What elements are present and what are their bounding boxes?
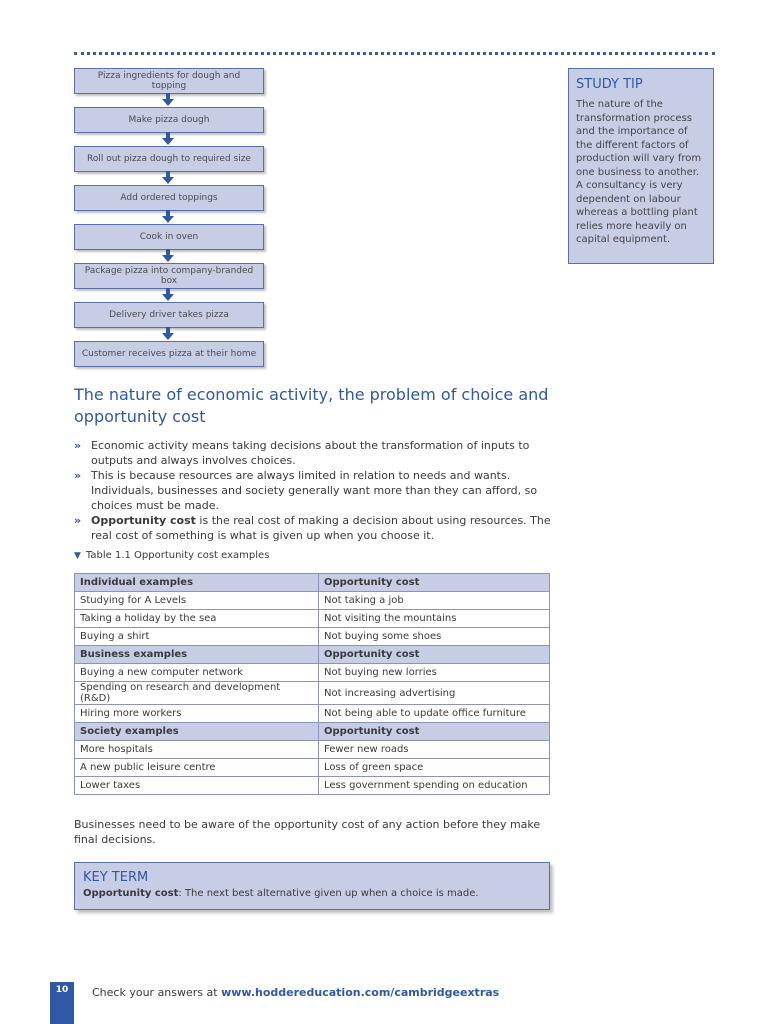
- flow-step-label: Add ordered toppings: [120, 193, 218, 203]
- bullet-text: This is because resources are always limited in relation to needs and wants. Individuals, businesses and society generally want more than they can afford, so choices must be made.: [91, 469, 538, 512]
- page-number: 10: [50, 982, 74, 1024]
- pizza-flowchart: [74, 68, 264, 367]
- bullet-item: [74, 468, 554, 513]
- key-term-title: KEY TERM: [83, 870, 149, 885]
- flow-step: [74, 263, 264, 289]
- arrow-down-icon: [163, 288, 173, 302]
- arrow-down-icon: [163, 93, 173, 107]
- table-row: [75, 741, 550, 759]
- table-cell: Not being able to update office furniture: [319, 705, 550, 723]
- flow-step: [74, 107, 264, 133]
- table-cell: Studying for A Levels: [75, 592, 319, 610]
- key-term-box: [74, 862, 550, 910]
- table-caption-text: Table 1.1 Opportunity cost examples: [85, 550, 270, 561]
- flow-step-label: Roll out pizza dough to required size: [87, 154, 251, 164]
- dotted-divider: [74, 52, 715, 55]
- table-header-row: [75, 574, 550, 592]
- arrow-down-icon: [163, 327, 173, 341]
- flow-step: [74, 146, 264, 172]
- bullet-mark: »: [74, 514, 82, 527]
- table-header-cell: Opportunity cost: [319, 646, 550, 664]
- footer-link[interactable]: www.hoddereducation.com/cambridgeextras: [221, 986, 500, 999]
- flow-step-label: Pizza ingredients for dough and topping: [97, 71, 241, 91]
- table-cell: Less government spending on education: [319, 777, 550, 795]
- table-cell: Spending on research and development (R&D): [75, 682, 319, 705]
- bullet-list: [74, 438, 554, 543]
- flow-step-label: Package pizza into company-branded box: [84, 266, 254, 286]
- arrow-down-icon: [163, 249, 173, 263]
- table-header-cell: Opportunity cost: [319, 574, 550, 592]
- table-cell: Buying a new computer network: [75, 664, 319, 682]
- table-row: [75, 705, 550, 723]
- key-term-text: : The next best alternative given up when a choice is made.: [178, 888, 479, 899]
- table-cell: Loss of green space: [319, 759, 550, 777]
- flow-step-label: Make pizza dough: [128, 115, 210, 125]
- footer-prefix: Check your answers at: [92, 986, 222, 999]
- flow-step: [74, 341, 264, 367]
- key-term-word: Opportunity cost: [83, 888, 179, 899]
- table-cell: A new public leisure centre: [75, 759, 319, 777]
- triangle-down-icon: ▼: [74, 551, 81, 561]
- bullet-bold-term: Opportunity cost: [91, 514, 196, 527]
- table-cell: More hospitals: [75, 741, 319, 759]
- table-cell: Not taking a job: [319, 592, 550, 610]
- table-cell: Not visiting the mountains: [319, 610, 550, 628]
- table-header-cell: Individual examples: [75, 574, 319, 592]
- arrow-down-icon: [163, 132, 173, 146]
- table-cell: Buying a shirt: [75, 628, 319, 646]
- flow-step: [74, 68, 264, 94]
- table-cell: Taking a holiday by the sea: [75, 610, 319, 628]
- flow-step: [74, 185, 264, 211]
- table-cell: Lower taxes: [75, 777, 319, 795]
- table-cell: Not increasing advertising: [319, 682, 550, 705]
- table-row: [75, 759, 550, 777]
- bullet-mark: »: [74, 439, 82, 452]
- study-tip-text: The nature of the transformation process and the importance of the different factors of production will vary from one business to another. A consultancy is very dependent on labour whereas a bottling plant relies more heavily on capital equipment.: [576, 99, 702, 245]
- table-row: [75, 664, 550, 682]
- table-header-cell: Business examples: [75, 646, 319, 664]
- table-row: [75, 610, 550, 628]
- footer: [92, 986, 499, 999]
- key-term-definition: [83, 888, 541, 899]
- bullet-item: [74, 438, 554, 468]
- arrow-down-icon: [163, 210, 173, 224]
- table-cell: Not buying new lorries: [319, 664, 550, 682]
- flow-step: [74, 224, 264, 250]
- closing-paragraph: Businesses need to be aware of the opportunity cost of any action before they make final decisions.: [74, 818, 541, 846]
- flow-step-label: Cook in oven: [139, 232, 199, 242]
- flow-step-label: Customer receives pizza at their home: [81, 349, 257, 359]
- table-row: [75, 682, 550, 705]
- flow-step: [74, 302, 264, 328]
- bullet-item: [74, 513, 554, 543]
- study-tip-title: STUDY TIP: [576, 77, 643, 92]
- table-caption: [74, 550, 269, 561]
- flow-step-label: Delivery driver takes pizza: [109, 310, 229, 320]
- table-cell: Not buying some shoes: [319, 628, 550, 646]
- study-tip-box: [568, 68, 714, 264]
- table-row: [75, 777, 550, 795]
- section-title: The nature of economic activity, the problem of choice and opportunity cost: [74, 385, 549, 426]
- opportunity-cost-table: [74, 573, 550, 795]
- table-row: [75, 628, 550, 646]
- table-header-row: [75, 723, 550, 741]
- bullet-text: Economic activity means taking decisions about the transformation of inputs to outputs and always involves choices.: [91, 439, 530, 467]
- table-row: [75, 592, 550, 610]
- table-header-row: [75, 646, 550, 664]
- bullet-text: is the real cost of making a decision about using resources. The real cost of something is what is given up when you choose it.: [91, 514, 551, 542]
- table-header-cell: Society examples: [75, 723, 319, 741]
- table-cell: Hiring more workers: [75, 705, 319, 723]
- arrow-down-icon: [163, 171, 173, 185]
- table-header-cell: Opportunity cost: [319, 723, 550, 741]
- bullet-mark: »: [74, 469, 82, 482]
- table-cell: Fewer new roads: [319, 741, 550, 759]
